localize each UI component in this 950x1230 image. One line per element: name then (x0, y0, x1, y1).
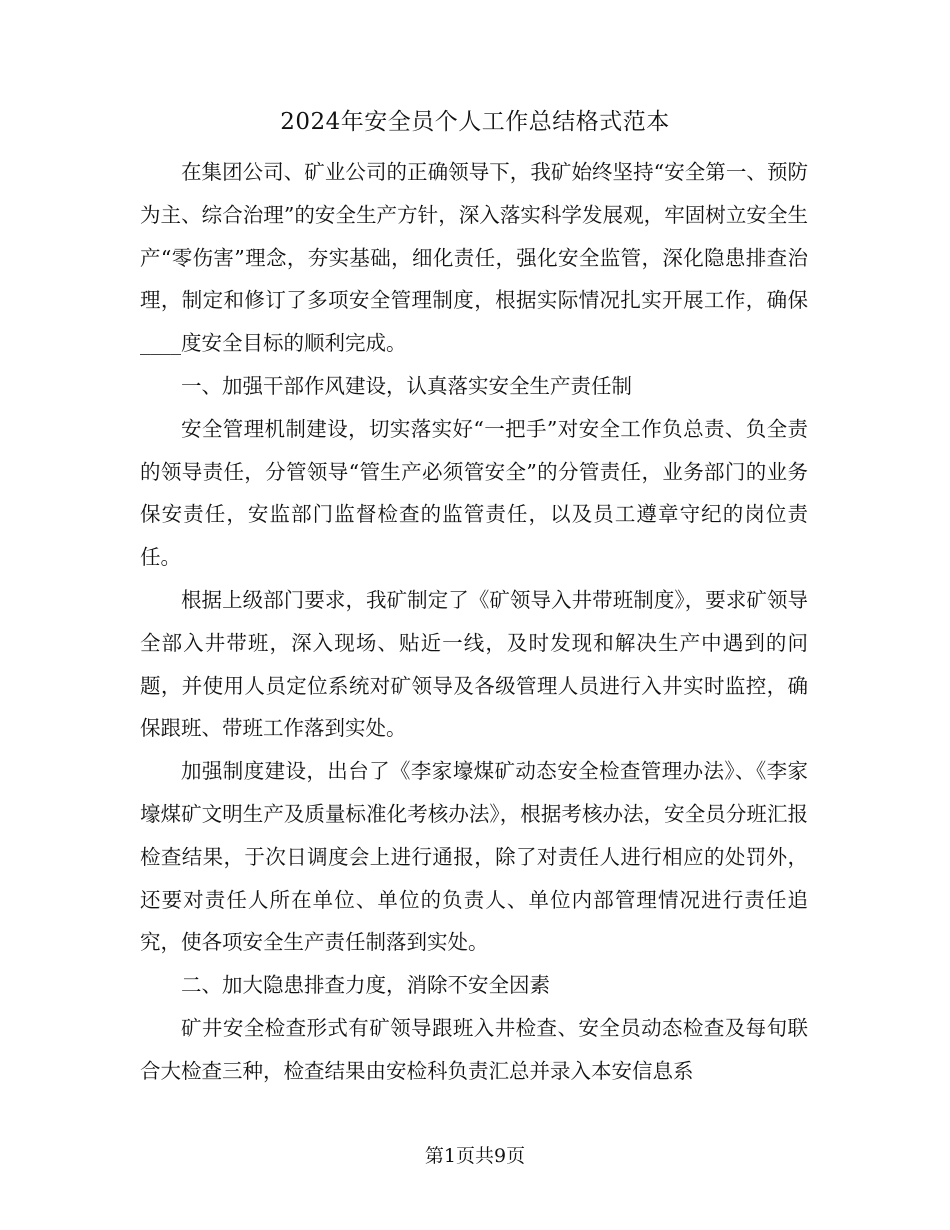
paragraph-leader-shift: 根据上级部门要求，我矿制定了《矿领导入井带班制度》，要求矿领导全部入井带班，深入现场、贴近一线，及时发现和解决生产中遇到的问题，并使用人员定位系统对矿领导及各级管理人员进行入井实时监控，确保跟班、带班工作落到实处。 (140, 587, 808, 741)
page-number-footer: 第1页共9页 (424, 1145, 526, 1167)
document-title: 2024年安全员个人工作总结格式范本 (280, 109, 670, 135)
paragraph-intro: 在集团公司、矿业公司的正确领导下，我矿始终坚持“安全第一、预防为主、综合治理”的安全生产方针，深入落实科学发展观，牢固树立安全生产“零伤害”理念，夯实基础，细化责任，强化安全监管，深化隐患排查治理，制定和修订了多项安全管理制度，根据实际情况扎实开展工作，确保____度安全目标的顺利完成。 (140, 160, 808, 356)
document-body (140, 151, 808, 1093)
paragraph-responsibility: 安全管理机制建设，切实落实好“一把手”对安全工作负总责、负全责的领导责任，分管领导“管生产必须管安全”的分管责任，业务部门的业务保安责任，安监部门监督检查的监管责任，以及员工遵章守纪的岗位责任。 (140, 416, 808, 570)
section-heading-2: 二、加大隐患排查力度，消除不安全因素 (181, 973, 550, 998)
paragraph-system-building: 加强制度建设，出台了《李家壕煤矿动态安全检查管理办法》、《李家壕煤矿文明生产及质量标准化考核办法》，根据考核办法，安全员分班汇报检查结果，于次日调度会上进行通报，除了对责任人进行相应的处罚外，还要对责任人所在单位、单位的负责人、单位内部管理情况进行责任追究，使各项安全生产责任制落到实处。 (140, 759, 808, 955)
paragraph-inspection: 矿井安全检查形式有矿领导跟班入井检查、安全员动态检查及每旬联合大检查三种，检查结果由安检科负责汇总并录入本安信息系 (140, 1015, 808, 1083)
section-heading-1: 一、加强干部作风建设，认真落实安全生产责任制 (181, 373, 632, 398)
